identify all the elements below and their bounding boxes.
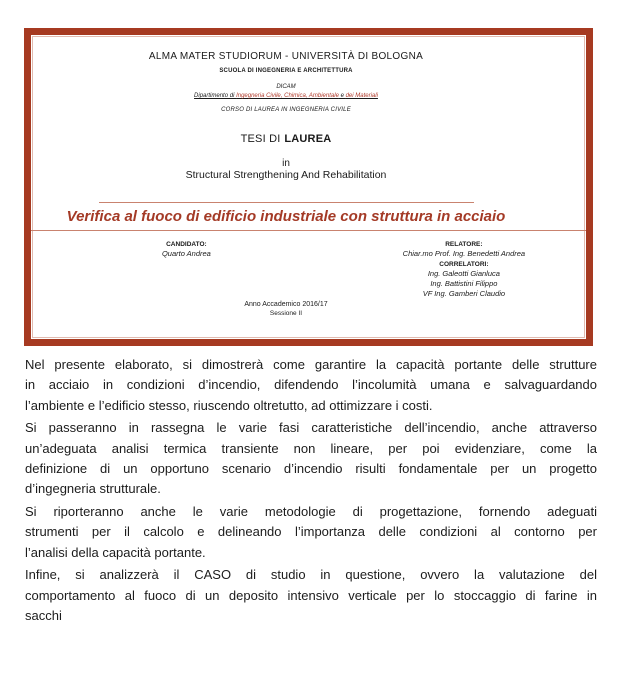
session-label: Sessione II — [269, 310, 303, 317]
abstract-line: comportamento al fuoco di un deposito intensivo verticale per lo stoccaggio di farine in — [25, 587, 597, 603]
department-link-segment: Dipartimento di — [194, 93, 237, 99]
people-columns — [31, 240, 586, 299]
department-link[interactable] — [31, 92, 541, 100]
thesis-type-prefix: TESI DI — [240, 133, 281, 145]
co-advisor-name: Ing. Galeotti Gianluca — [427, 269, 500, 278]
abstract-line: d’ingegneria strutturale. — [25, 481, 161, 497]
abstract-line: definizione di un opportuno scenario d’incendio risulti fondamentale per un progetto — [25, 460, 597, 476]
degree-course: CORSO DI LAUREA IN INGEGNERIA CIVILE — [221, 107, 351, 113]
advisor-column — [342, 240, 586, 299]
department-link-segment: Ingegneria Civile, Chimica, Ambientale — [236, 93, 339, 99]
candidate-name: Quarto Andrea — [161, 249, 211, 258]
thesis-type-label — [31, 133, 541, 146]
university-name: ALMA MATER STUDIORUM - UNIVERSITÀ DI BOLOGNA — [148, 51, 424, 62]
abstract-line: strumenti per il calcolo e delineando l’importanza delle condizioni al contorno per — [25, 524, 597, 540]
abstract-line: sacchi — [25, 608, 62, 624]
abstract-line: Si passeranno in rassegna le varie fasi caratteristiche dell’incendio, anche attraverso — [25, 420, 597, 436]
abstract-line: Infine, si analizzerà il CASO di studio in questione, ovvero la valutazione del — [25, 567, 597, 583]
abstract-line: un’adeguata analisi termica transiente non lineare, per poi evidenziare, come la — [25, 440, 597, 456]
school-name: SCUOLA DI INGEGNERIA E ARCHITETTURA — [219, 68, 353, 74]
department-link-segment: e — [338, 93, 346, 99]
abstract-line: Nel presente elaborato, si dimostrerà come garantire la capacità portante delle strutture — [25, 357, 597, 372]
advisor-name: Chiar.mo Prof. Ing. Benedetti Andrea — [402, 249, 526, 258]
candidate-column — [31, 240, 342, 299]
thesis-title-page-frame — [24, 28, 593, 346]
department-link-segment: dei Materiali — [345, 93, 378, 99]
department-acronym: DICAM — [276, 84, 296, 90]
abstract-paragraph — [25, 565, 597, 626]
co-advisors-list — [342, 269, 586, 299]
title-rule-bottom — [31, 230, 586, 231]
thesis-type-emphasis: LAUREA — [284, 133, 332, 145]
abstract-paragraph — [25, 418, 597, 499]
thesis-subject: Structural Strengthening And Rehabilitation — [185, 169, 387, 181]
abstract-line: in acciaio in condizioni d’incendio, difendendo l’incolumità umana e salvaguardando — [25, 377, 597, 393]
co-advisors-label: CORRELATORI: — [439, 261, 489, 268]
in-label: in — [282, 158, 290, 169]
co-advisor-name: VF Ing. Gamberi Claudio — [422, 289, 506, 298]
abstract-line: l’ambiente e l’edificio stesso, riuscendo oltretutto, ad ottimizzare i costi. — [25, 397, 433, 413]
abstract-line: l’analisi della capacità portante. — [25, 544, 206, 560]
academic-year: Anno Accademico 2016/17 — [244, 301, 328, 308]
abstract-paragraph — [25, 355, 597, 416]
abstract — [25, 355, 597, 629]
abstract-line: Si riporteranno anche le varie metodologie di progettazione, fornendo adeguati — [25, 504, 597, 520]
candidate-label: CANDIDATO: — [166, 241, 207, 248]
abstract-paragraph — [25, 502, 597, 563]
thesis-title: Verifica al fuoco di edificio industriale con struttura in acciaio — [66, 208, 506, 225]
title-rule-top — [99, 202, 474, 203]
advisor-label: RELATORE: — [445, 241, 483, 248]
co-advisor-name: Ing. Battistini Filippo — [430, 279, 498, 288]
thesis-title-page — [31, 51, 586, 355]
